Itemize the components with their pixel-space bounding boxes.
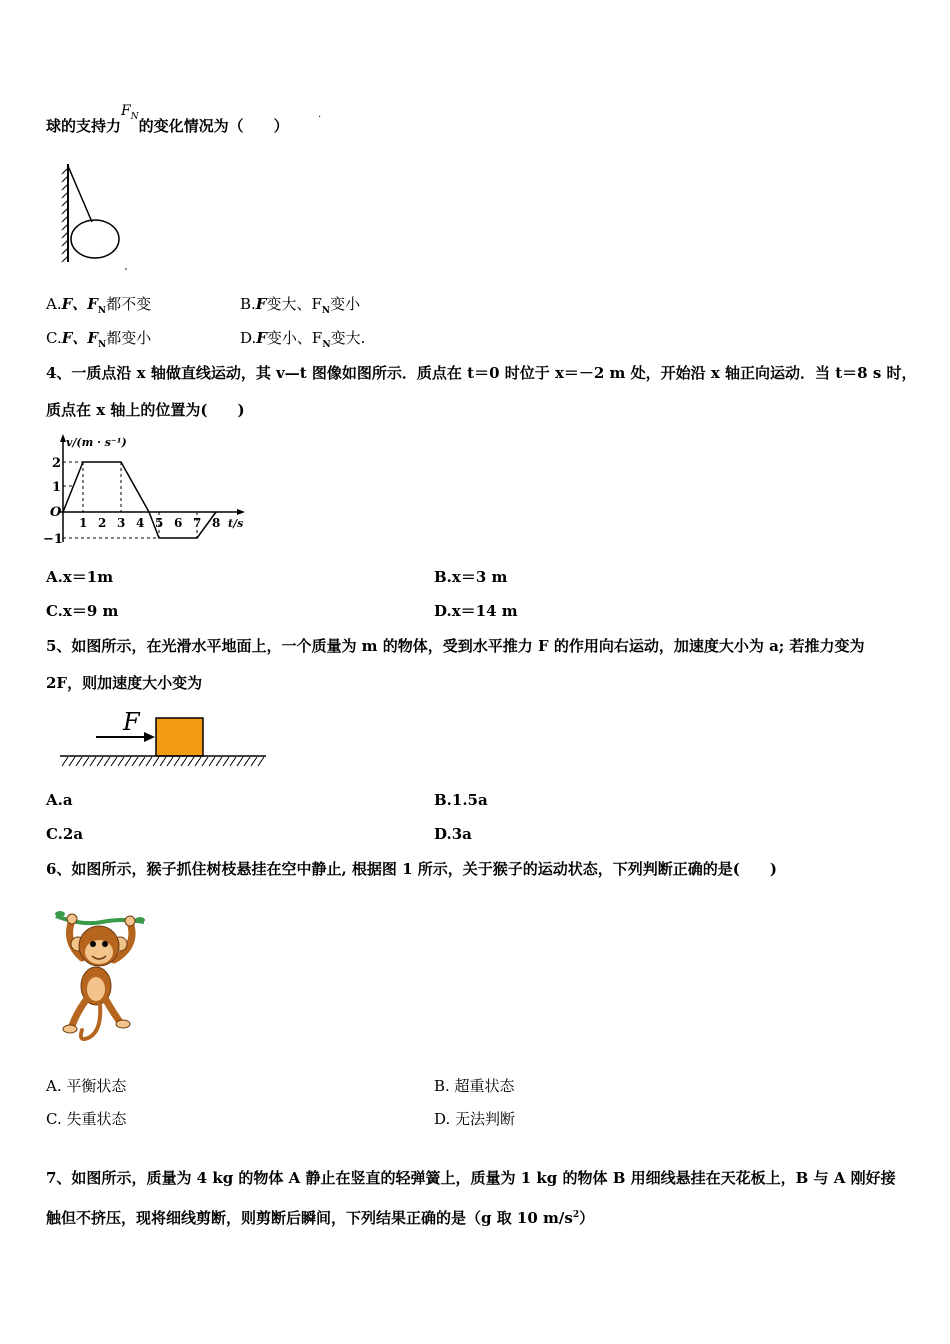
ytick-neg1: −1 <box>43 532 63 547</box>
pendulum-figure <box>58 160 138 272</box>
q4-option-d[interactable]: D.x＝14 m <box>434 602 518 620</box>
q6-option-c[interactable]: C. 失重状态 <box>46 1110 127 1128</box>
q4-option-b[interactable]: B.x＝3 m <box>434 568 508 586</box>
q5-stem-line1: 5、如图所示，在光滑水平地面上，一个质量为 m 的物体，受到水平推力 F 的作用向右运动，加速度大小为 a; 若推力变为 <box>46 637 865 655</box>
ytick-1: 1 <box>52 480 62 495</box>
q3-option-b[interactable]: B.F变大、$F_N$变小 <box>240 295 361 316</box>
vt-graph <box>40 432 250 552</box>
q6-option-d[interactable]: D. 无法判断 <box>434 1110 516 1128</box>
q3-option-c[interactable]: C.F、$F_N$都变小 <box>46 329 152 350</box>
q3-stem <box>46 103 289 138</box>
block-force-figure <box>58 704 270 772</box>
xtick-8: 8 <box>212 516 221 530</box>
force-label: F <box>123 708 140 736</box>
q6-option-a[interactable]: A. 平衡状态 <box>46 1077 127 1095</box>
q6-option-b[interactable]: B. 超重状态 <box>434 1077 515 1095</box>
xtick-7: 7 <box>193 516 202 530</box>
xtick-5: 5 <box>155 516 164 530</box>
q5-option-a[interactable]: A.a <box>46 791 73 809</box>
q4-stem-line2: 质点在 x 轴上的位置为( ) <box>46 401 245 419</box>
graph-ylabel: v/(m · s⁻¹) <box>66 436 127 449</box>
q3-stem-pre: 球的支持力 <box>46 117 122 135</box>
monkey-figure <box>52 902 148 1044</box>
exponent: 2 <box>572 1210 580 1220</box>
graph-xlabel: t/s <box>228 517 244 530</box>
xtick-2: 2 <box>98 516 107 530</box>
xtick-4: 4 <box>136 516 145 530</box>
q4-option-a[interactable]: A.x＝1m <box>46 568 114 586</box>
xtick-1: 1 <box>79 516 88 530</box>
fn-label: $F_N$ <box>121 103 139 122</box>
q3-option-d[interactable]: D.F变小、$F_N$变大. <box>240 329 366 350</box>
q6-stem-line1: 6、如图所示，猴子抓住树枝悬挂在空中静止, 根据图 1 所示，关于猴子的运动状态，下列判断正确的是( ) <box>46 860 777 878</box>
q4-option-c[interactable]: C.x＝9 m <box>46 602 119 620</box>
block <box>156 718 203 756</box>
q7-stem-line1: 7、如图所示，质量为 4 kg 的物体 A 静止在竖直的轻弹簧上，质量为 1 kg 的物体 B 用细线悬挂在天花板上，B 与 A 刚好接 <box>46 1169 896 1187</box>
q7-stem-line2: 触但不挤压，现将细线剪断，则剪断后瞬间，下列结果正确的是（g 取 10 $m/s^2$） <box>46 1209 595 1227</box>
q5-option-d[interactable]: D.3a <box>434 825 472 843</box>
q4-stem-line1: 4、一质点沿 x 轴做直线运动，其 v—t 图像如图所示．质点在 t＝0 时位于 x＝－2 m 处，开始沿 x 轴正向运动．当 t＝8 s 时， <box>46 364 917 382</box>
ytick-2: 2 <box>52 456 62 471</box>
q3-stem-post: 的变化情况为（ ） <box>138 117 289 135</box>
xtick-3: 3 <box>117 516 126 530</box>
q5-option-b[interactable]: B.1.5a <box>434 791 488 809</box>
q3-option-a[interactable]: A.F、$F_N$都不变 <box>46 295 152 316</box>
xtick-6: 6 <box>174 516 183 530</box>
graph-origin: O <box>50 505 62 520</box>
q5-stem-line2: 2F，则加速度大小变为 <box>46 674 203 692</box>
q5-option-c[interactable]: C.2a <box>46 825 84 843</box>
q3-tail-mark: · <box>318 112 322 123</box>
